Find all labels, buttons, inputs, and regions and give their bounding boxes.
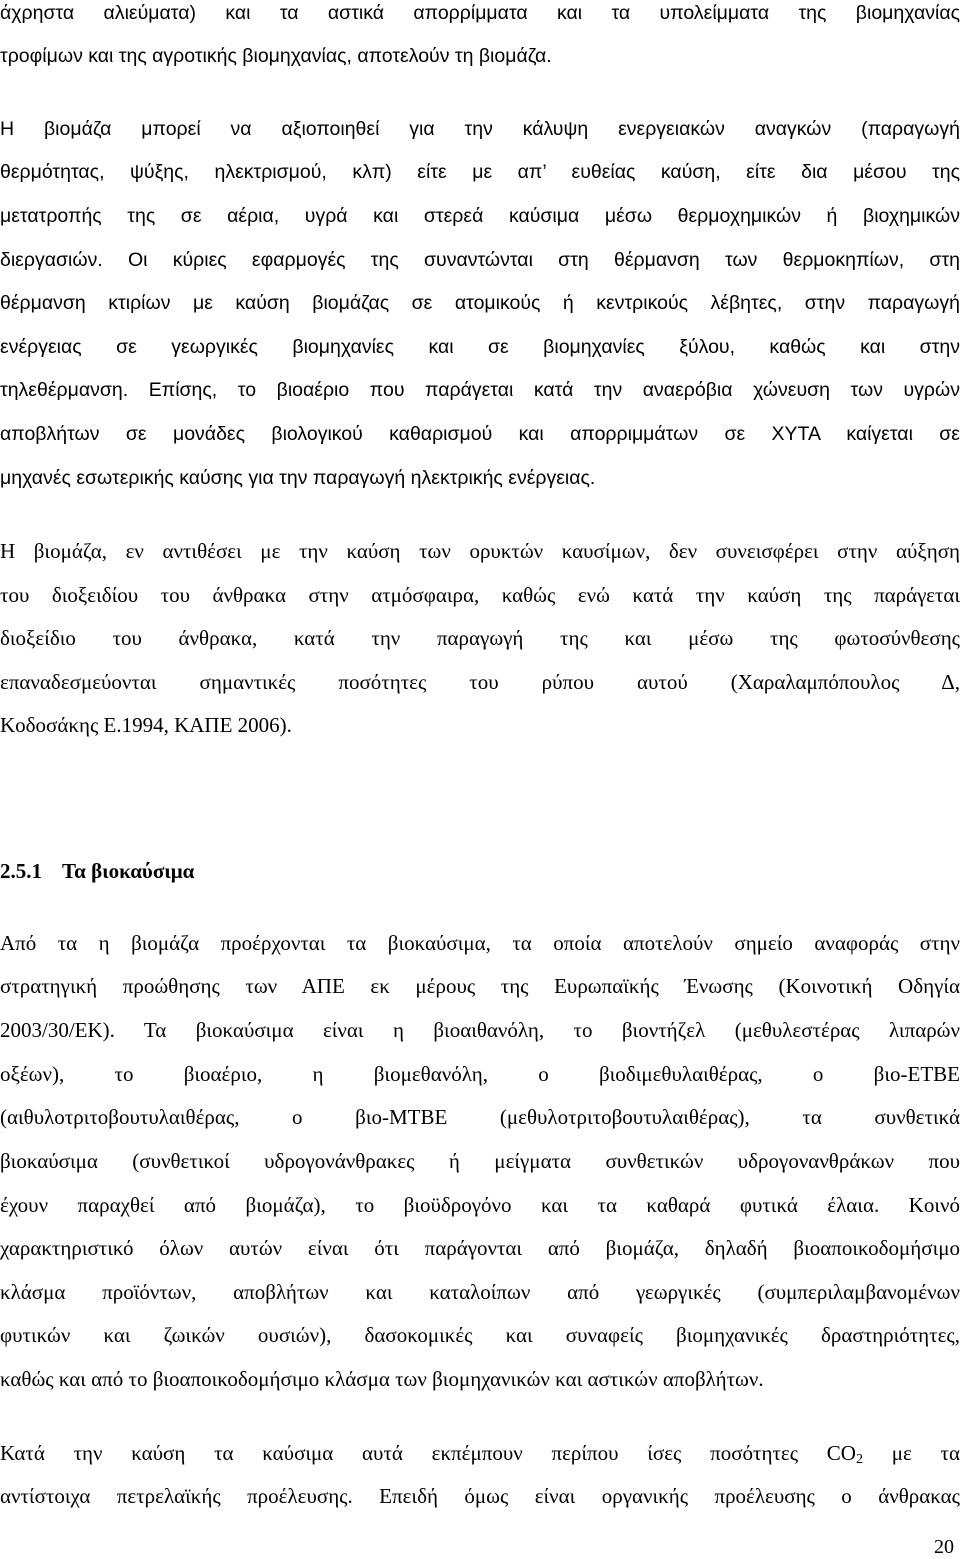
paragraph-2-line-4: διεργασιών. Οι κύριες εφαρμογές της συναντώνται στη θέρμανση των θερμοκηπίων, στη bbox=[0, 249, 960, 271]
co2-subscript: 2 bbox=[855, 1452, 863, 1467]
paragraph-3-line-4: επαναδεσμεύονται σημαντικές ποσότητες του ρύπου αυτού (Χαραλαμπόπουλος Δ, bbox=[0, 670, 960, 694]
paragraph-3-line-2: του διοξειδίου του άνθρακα στην ατμόσφαιρα, καθώς ενώ κατά την καύση της παράγεται bbox=[0, 583, 960, 607]
paragraph-4-line-6: βιοκαύσιμα (συνθετικοί υδρογονάνθρακες ή μείγματα συνθετικών υδρογονανθράκων που bbox=[0, 1149, 960, 1173]
paragraph-4-line-1: Από τα η βιομάζα προέρχονται τα βιοκαύσιμα, τα οποία αποτελούν σημείο αναφοράς στην bbox=[0, 931, 960, 955]
paragraph-5-line-1-start: Κατά την καύση τα καύσιμα αυτά εκπέμπουν περίπου ίσες ποσότητες CO bbox=[0, 1441, 856, 1465]
paragraph-5-line-2: αντίστοιχα πετρελαϊκής προέλευσης. Επειδή όμως είναι οργανικής προέλευσης ο άνθρακας bbox=[0, 1484, 960, 1508]
paragraph-4-line-7: έχουν παραχθεί από βιομάζα), το βιοϋδρογόνο και τα καθαρά φυτικά έλαια. Κοινό bbox=[0, 1193, 960, 1217]
paragraph-5-line-1 bbox=[0, 1440, 960, 1466]
paragraph-4-line-11: καθώς και από το βιοαποικοδομήσιμο κλάσμα των βιομηχανικών και αστικών αποβλήτων. bbox=[0, 1367, 764, 1391]
paragraph-3-line-1: Η βιομάζα, εν αντιθέσει με την καύση των ορυκτών καυσίμων, δεν συνεισφέρει στην αύξηση bbox=[0, 539, 960, 563]
paragraph-4-line-3: 2003/30/ΕΚ). Τα βιοκαύσιμα είναι η βιοαιθανόλη, το βιοντήζελ (μεθυλεστέρας λιπαρών bbox=[0, 1018, 960, 1042]
paragraph-2-line-3: μετατροπής της σε αέρια, υγρά και στερεά καύσιμα μέσω θερμοχημικών ή βιοχημικών bbox=[0, 205, 960, 227]
paragraph-3-line-3: διοξείδιο του άνθρακα, κατά την παραγωγή της και μέσω της φωτοσύνθεσης bbox=[0, 626, 960, 650]
paragraph-4-line-10: φυτικών και ζωικών ουσιών), δασοκομικές και συναφείς βιομηχανικές δραστηριότητες, bbox=[0, 1323, 960, 1347]
paragraph-2-line-2: θερμότητας, ψύξης, ηλεκτρισμού, κλπ) είτε με απ’ ευθείας καύση, είτε δια μέσου της bbox=[0, 161, 960, 183]
paragraph-2-line-9: μηχανές εσωτερικής καύσης για την παραγωγή ηλεκτρικής ενέργειας. bbox=[0, 467, 596, 489]
section-number: 2.5.1 bbox=[0, 859, 42, 883]
paragraph-4-line-9: κλάσμα προϊόντων, αποβλήτων και καταλοίπων από γεωργικές (συμπεριλαμβανομένων bbox=[0, 1280, 960, 1304]
page-number: 20 bbox=[934, 1536, 954, 1558]
paragraph-4-line-4: οξέων), το βιοαέριο, η βιομεθανόλη, ο βιοδιμεθυλαιθέρας, ο βιο-ΕΤΒΕ bbox=[0, 1062, 960, 1086]
paragraph-2-line-7: τηλεθέρμανση. Επίσης, το βιοαέριο που παράγεται κατά την αναερόβια χώνευση των υγρών bbox=[0, 379, 960, 401]
paragraph-4-line-8: χαρακτηριστικό όλων αυτών είναι ότι παράγονται από βιομάζα, δηλαδή βιοαποικοδομήσιμο bbox=[0, 1236, 960, 1260]
paragraph-3-line-5: Κοδοσάκης Ε.1994, ΚΑΠΕ 2006). bbox=[0, 713, 292, 737]
paragraph-2-line-8: αποβλήτων σε μονάδες βιολογικού καθαρισμού και απορριμμάτων σε ΧΥΤΑ καίγεται σε bbox=[0, 423, 960, 445]
paragraph-1-line-1: άχρηστα αλιεύματα) και τα αστικά απορρίμματα και τα υπολείμματα της βιομηχανίας bbox=[0, 2, 960, 24]
paragraph-4-line-5: (αιθυλοτριτοβουτυλαιθέρας, ο βιο-ΜΤΒΕ (μεθυλοτριτοβουτυλαιθέρας), τα συνθετικά bbox=[0, 1105, 960, 1129]
paragraph-5-line-1-end: με τα bbox=[862, 1441, 960, 1465]
paragraph-2-line-1: Η βιομάζα μπορεί να αξιοποιηθεί για την κάλυψη ενεργειακών αναγκών (παραγωγή bbox=[0, 118, 960, 140]
paragraph-4-line-2: στρατηγική προώθησης των ΑΠΕ εκ μέρους της Ευρωπαϊκής Ένωσης (Κοινοτική Οδηγία bbox=[0, 974, 960, 998]
paragraph-1-line-2: τροφίμων και της αγροτικής βιομηχανίας, αποτελούν τη βιομάζα. bbox=[0, 45, 552, 67]
section-heading bbox=[0, 858, 960, 884]
section-title: Τα βιοκαύσιμα bbox=[62, 859, 195, 883]
paragraph-2-line-5: θέρμανση κτιρίων με καύση βιομάζας σε ατομικούς ή κεντρικούς λέβητες, στην παραγωγή bbox=[0, 292, 960, 314]
paragraph-2-line-6: ενέργειας σε γεωργικές βιομηχανίες και σε βιομηχανίες ξύλου, καθώς και στην bbox=[0, 336, 960, 358]
